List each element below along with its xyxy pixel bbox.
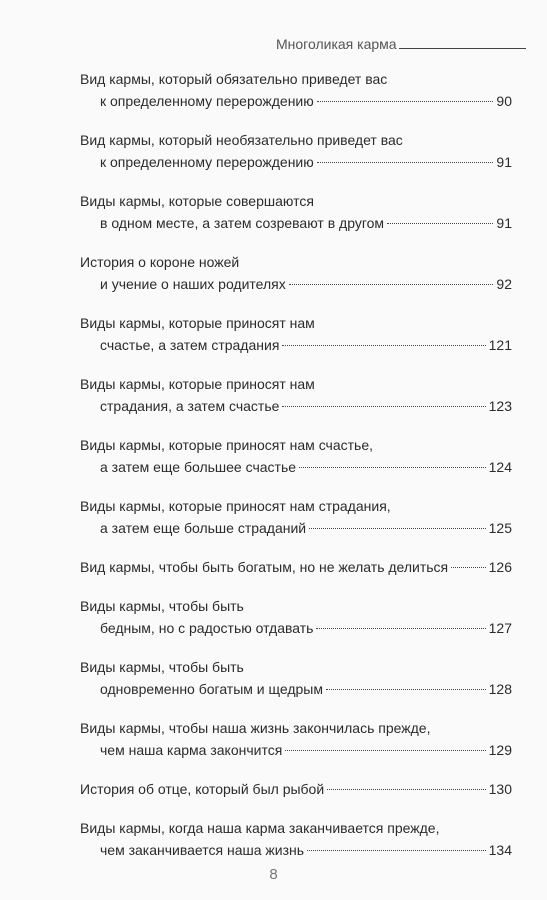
toc-entry bbox=[80, 434, 512, 478]
toc-entry bbox=[80, 595, 512, 639]
toc-entry-line2 bbox=[80, 739, 512, 761]
toc-page-number: 127 bbox=[488, 620, 512, 636]
toc-page-number: 134 bbox=[488, 842, 512, 858]
toc-entry bbox=[80, 251, 512, 295]
toc-entry bbox=[80, 656, 512, 700]
toc-entry-line2 bbox=[80, 395, 512, 417]
toc-page-number: 91 bbox=[496, 154, 512, 170]
toc-entry-line2 bbox=[80, 778, 512, 800]
dot-leader bbox=[289, 284, 494, 285]
toc-entry-line2 bbox=[80, 151, 512, 173]
toc-page-number: 129 bbox=[488, 742, 512, 758]
toc-entry bbox=[80, 129, 512, 173]
toc-entry bbox=[80, 312, 512, 356]
toc-entry-title-line1: Вид кармы, который необязательно приведет вас bbox=[80, 132, 403, 148]
toc-entry-line2 bbox=[80, 617, 512, 639]
toc-entry-title-line2: чем заканчивается наша жизнь bbox=[100, 842, 305, 858]
toc-entry bbox=[80, 68, 512, 112]
running-header-rule bbox=[399, 48, 526, 49]
toc-page-number: 124 bbox=[488, 459, 512, 475]
toc-entry-title-line1: Виды кармы, когда наша карма заканчивается прежде, bbox=[80, 820, 440, 836]
toc-entry-line2 bbox=[80, 517, 512, 539]
toc-page-number: 121 bbox=[488, 337, 512, 353]
toc-entry bbox=[80, 556, 512, 578]
toc-entry-title-line1: История о короне ножей bbox=[80, 254, 240, 270]
toc-entry-line2 bbox=[80, 334, 512, 356]
toc-entry-title-line2: а затем еще большее счастье bbox=[100, 459, 297, 475]
toc-entry-title-line1: Виды кармы, которые приносят нам bbox=[80, 376, 315, 392]
toc-entry-line2 bbox=[80, 273, 512, 295]
toc-page-number: 130 bbox=[488, 781, 512, 797]
toc-entry-title-line2: чем наша карма закончится bbox=[100, 742, 283, 758]
dot-leader bbox=[309, 528, 486, 529]
dot-leader bbox=[307, 850, 486, 851]
dot-leader bbox=[451, 567, 485, 568]
toc-page-number: 92 bbox=[496, 276, 512, 292]
running-header bbox=[276, 32, 526, 52]
dot-leader bbox=[285, 750, 485, 751]
toc-page-number: 90 bbox=[496, 93, 512, 109]
toc-entry-title-line2: а затем еще больше страданий bbox=[100, 520, 307, 536]
toc-entry-title-line1: Виды кармы, которые приносят нам bbox=[80, 315, 315, 331]
toc-entry-title-line1: Виды кармы, чтобы наша жизнь закончилась прежде, bbox=[80, 720, 431, 736]
running-header-title: Многоликая карма bbox=[276, 36, 397, 52]
toc-page-number: 128 bbox=[488, 681, 512, 697]
toc-entry-title-line1: Виды кармы, которые приносят нам страдания, bbox=[80, 498, 391, 514]
toc-entry-title-line1: Виды кармы, чтобы быть bbox=[80, 598, 244, 614]
toc-entry-title-line2: к определенному перерождению bbox=[100, 93, 314, 109]
toc-entry-line2 bbox=[80, 839, 512, 861]
toc-entry-line2 bbox=[80, 90, 512, 112]
toc-entry bbox=[80, 495, 512, 539]
toc-entry bbox=[80, 717, 512, 761]
toc-entry-line2 bbox=[80, 678, 512, 700]
toc-page-number: 91 bbox=[496, 215, 512, 231]
toc-entry-title-line2: и учение о наших родителях bbox=[100, 276, 286, 292]
toc-page-number: 125 bbox=[488, 520, 512, 536]
page-number: 8 bbox=[269, 866, 278, 883]
toc-entry-title-line1: Виды кармы, чтобы быть bbox=[80, 659, 244, 675]
toc-page-number: 123 bbox=[488, 398, 512, 414]
dot-leader bbox=[282, 406, 485, 407]
toc-entry-line2 bbox=[80, 556, 512, 578]
dot-leader bbox=[317, 162, 494, 163]
toc-entry bbox=[80, 817, 512, 861]
toc-entry-title-line2: в одном месте, а затем созревают в другом bbox=[100, 215, 385, 231]
toc-entry-title-line1: Виды кармы, которые приносят нам счастье, bbox=[80, 437, 374, 453]
toc-entry-line2 bbox=[80, 212, 512, 234]
toc-entry-title-line1: Вид кармы, который обязательно приведет вас bbox=[80, 71, 388, 87]
dot-leader bbox=[327, 789, 485, 790]
toc-entry-title-line2: одновременно богатым и щедрым bbox=[100, 681, 323, 697]
dot-leader bbox=[317, 101, 494, 102]
dot-leader bbox=[387, 223, 493, 224]
toc-entry-title-line2: счастье, а затем страдания bbox=[100, 337, 280, 353]
toc-entry bbox=[80, 373, 512, 417]
toc-entry-title-line2: страдания, а затем счастье bbox=[100, 398, 280, 414]
toc-entry-title-line1: Виды кармы, которые совершаются bbox=[80, 193, 314, 209]
toc-entry-title: Вид кармы, чтобы быть богатым, но не желать делиться bbox=[80, 559, 449, 575]
toc-entry-title-line2: к определенному перерождению bbox=[100, 154, 314, 170]
dot-leader bbox=[282, 345, 485, 346]
toc-entry bbox=[80, 190, 512, 234]
toc-entry-title: История об отце, который был рыбой bbox=[80, 781, 325, 797]
toc-entry bbox=[80, 778, 512, 800]
toc-entry-title-line2: бедным, но с радостью отдавать bbox=[100, 620, 314, 636]
toc-entry-line2 bbox=[80, 456, 512, 478]
dot-leader bbox=[299, 467, 486, 468]
table-of-contents bbox=[80, 68, 512, 878]
dot-leader bbox=[316, 628, 485, 629]
toc-page-number: 126 bbox=[488, 559, 512, 575]
dot-leader bbox=[326, 689, 486, 690]
